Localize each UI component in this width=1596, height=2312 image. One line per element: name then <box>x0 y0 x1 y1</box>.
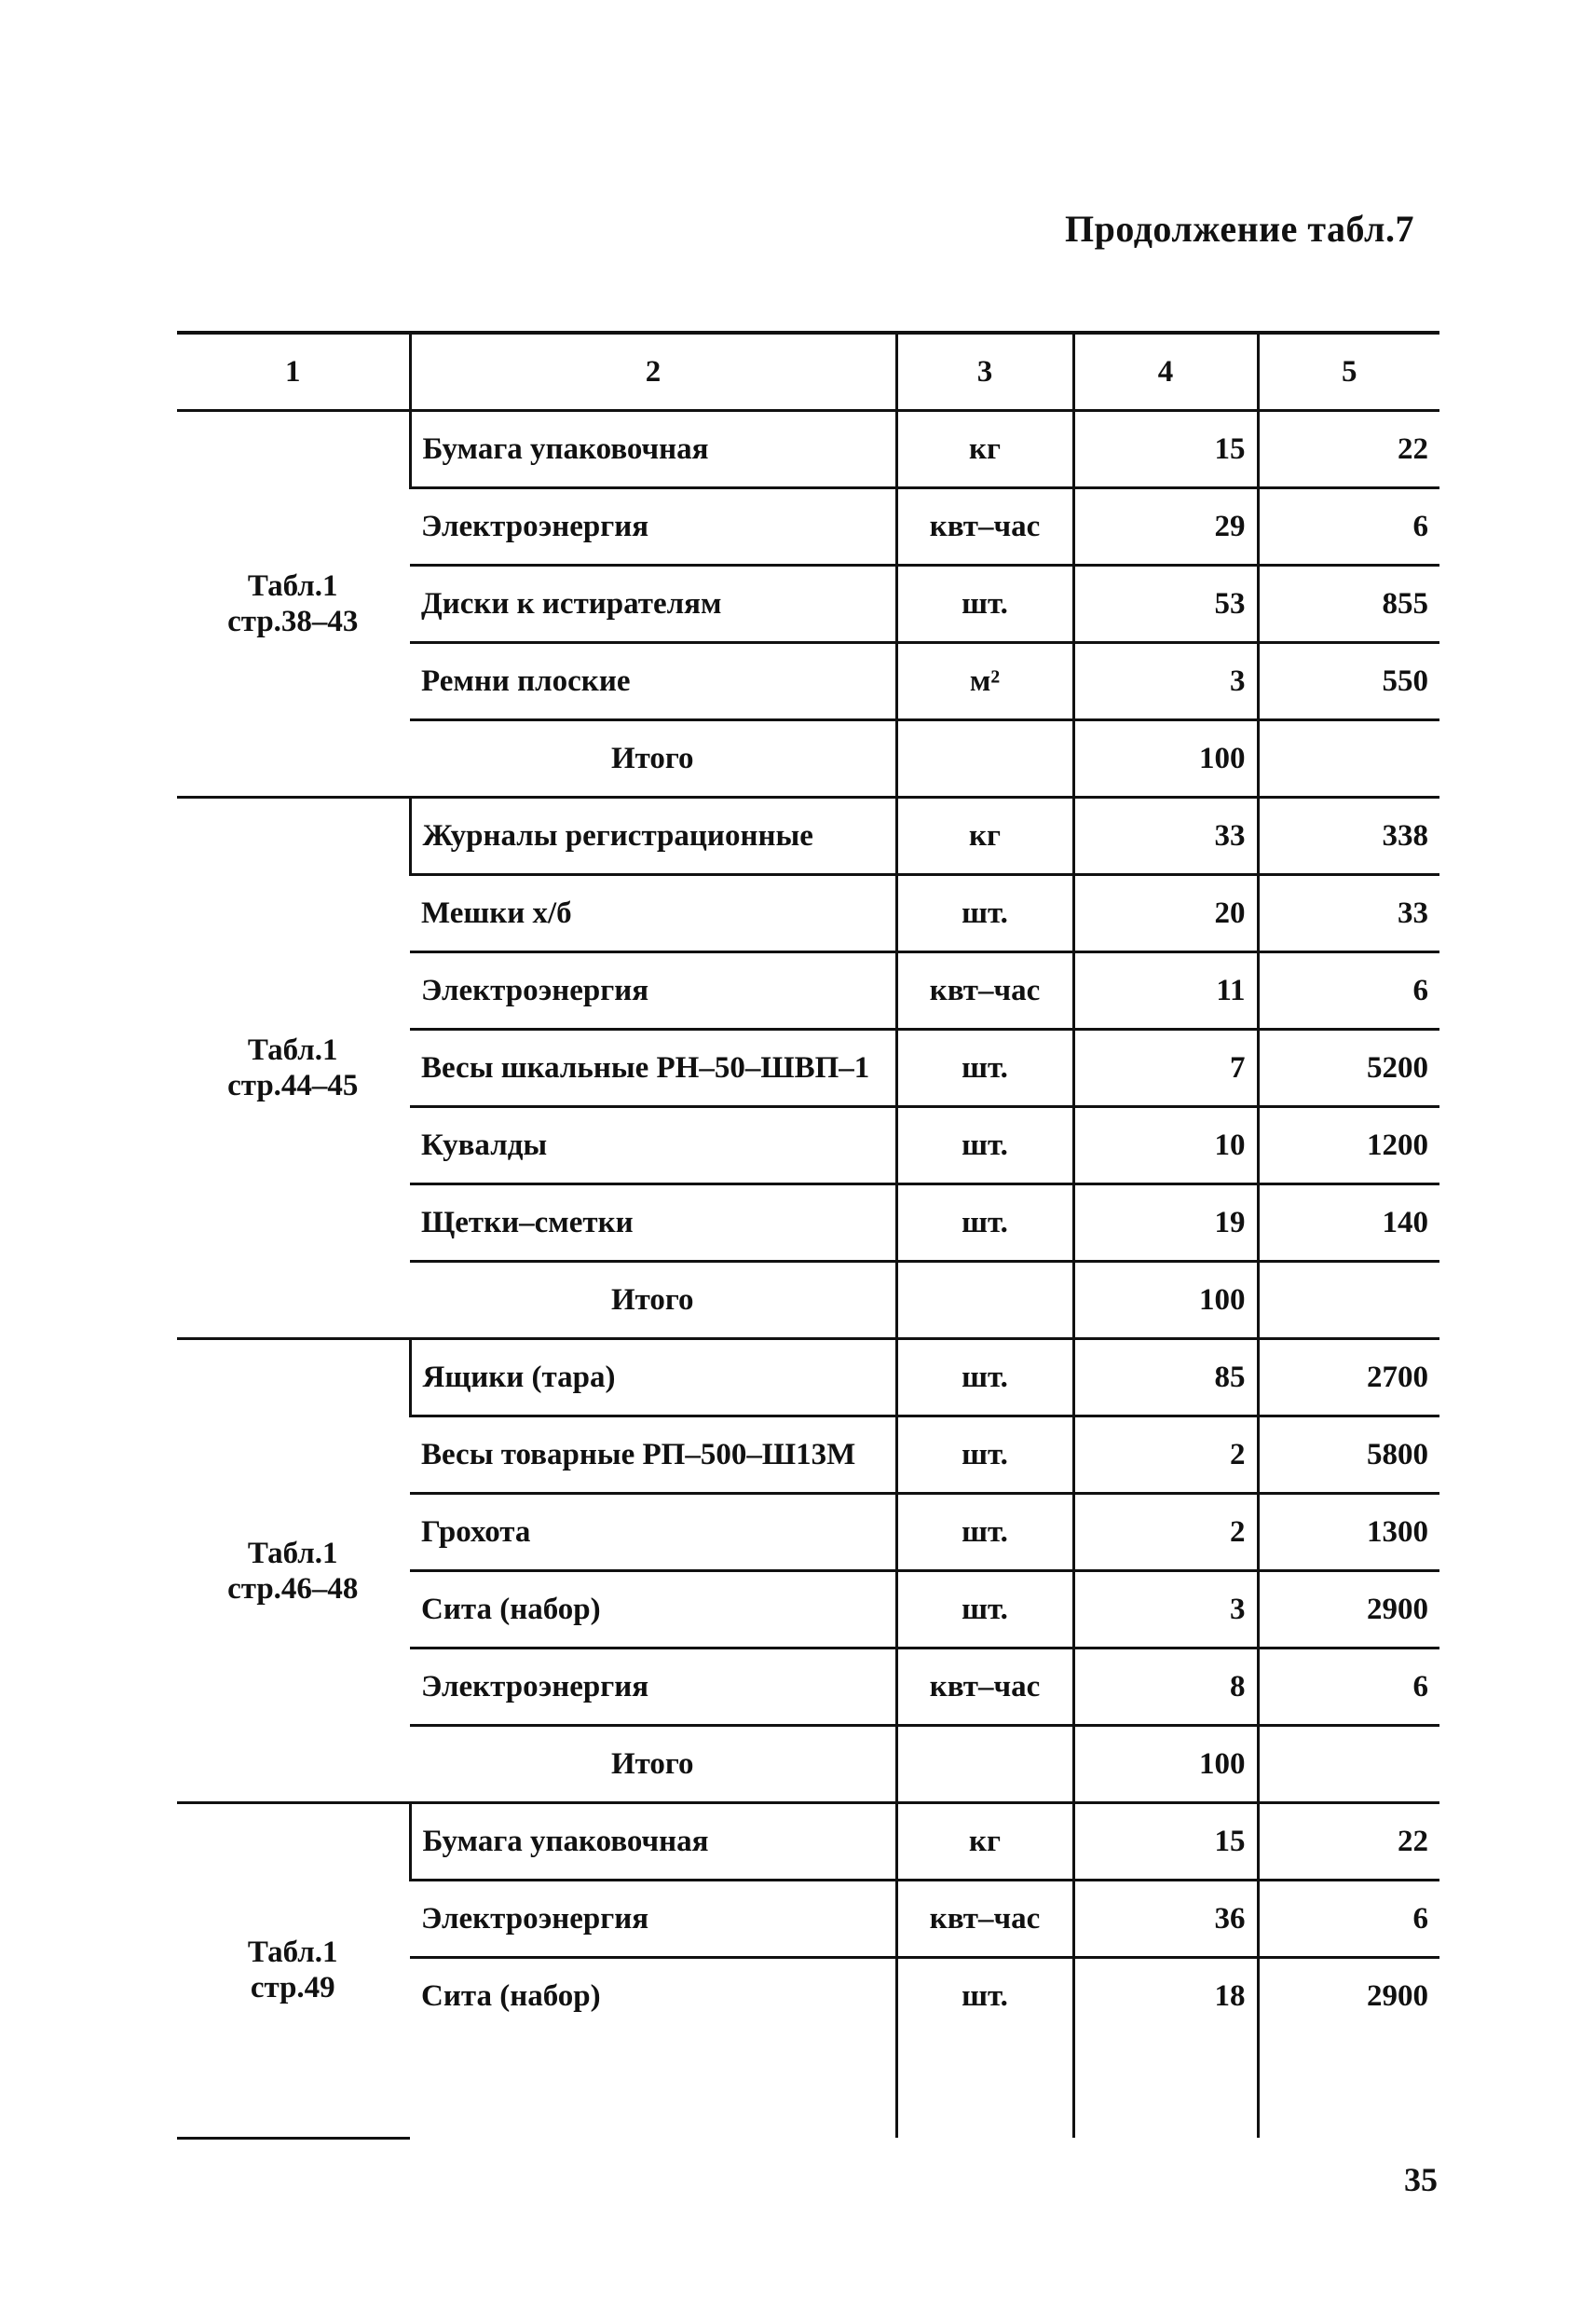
item-share: 15 <box>1073 1803 1258 1881</box>
item-unit: шт. <box>896 1030 1073 1107</box>
total-unit <box>896 1726 1073 1803</box>
item-price: 6 <box>1258 952 1439 1030</box>
item-name: Грохота <box>410 1494 896 1571</box>
item-price: 5200 <box>1258 1030 1439 1107</box>
item-share: 15 <box>1073 411 1258 488</box>
item-share: 2 <box>1073 1416 1258 1494</box>
header-row <box>177 333 1439 411</box>
item-name: Весы товарные РП–500–Ш13М <box>410 1416 896 1494</box>
item-unit: шт. <box>896 1958 1073 2139</box>
header-col-5: 5 <box>1258 333 1439 411</box>
header-col-3: 3 <box>896 333 1073 411</box>
item-unit: шт. <box>896 1571 1073 1648</box>
item-price: 33 <box>1258 875 1439 952</box>
source-reference <box>177 1803 410 2139</box>
item-name: Щетки–сметки <box>410 1184 896 1262</box>
item-share: 7 <box>1073 1030 1258 1107</box>
header-col-4: 4 <box>1073 333 1258 411</box>
source-line: Табл.1 <box>247 1936 338 1970</box>
total-share: 100 <box>1073 1262 1258 1339</box>
item-price: 550 <box>1258 643 1439 720</box>
item-name: Электроэнергия <box>410 1648 896 1726</box>
item-share: 33 <box>1073 798 1258 875</box>
item-unit: кг <box>896 1803 1073 1881</box>
item-unit: квт–час <box>896 1881 1073 1958</box>
table-row <box>177 798 1439 875</box>
total-label: Итого <box>410 1262 896 1339</box>
total-share: 100 <box>1073 1726 1258 1803</box>
item-share: 2 <box>1073 1494 1258 1571</box>
item-unit: кг <box>896 798 1073 875</box>
source-reference <box>177 798 410 1339</box>
item-name: Кувалды <box>410 1107 896 1184</box>
item-price: 6 <box>1258 1881 1439 1958</box>
item-name: Журналы регистрационные <box>410 798 896 875</box>
item-name: Бумага упаковочная <box>410 411 896 488</box>
item-name: Электроэнергия <box>410 952 896 1030</box>
item-unit: кг <box>896 411 1073 488</box>
item-share: 3 <box>1073 1571 1258 1648</box>
item-price: 1300 <box>1258 1494 1439 1571</box>
item-unit: квт–час <box>896 488 1073 566</box>
item-unit: шт. <box>896 1416 1073 1494</box>
source-line: Табл.1 <box>247 1033 338 1067</box>
source-line: стр.49 <box>250 1971 335 2005</box>
table-body <box>177 411 1439 2139</box>
item-unit: шт. <box>896 875 1073 952</box>
item-price: 22 <box>1258 1803 1439 1881</box>
item-unit: шт. <box>896 1107 1073 1184</box>
item-price: 5800 <box>1258 1416 1439 1494</box>
item-share: 18 <box>1073 1958 1258 2139</box>
source-line: Табл.1 <box>247 569 338 603</box>
total-share: 100 <box>1073 720 1258 798</box>
item-share: 8 <box>1073 1648 1258 1726</box>
source-line: Табл.1 <box>247 1536 338 1570</box>
table-row <box>177 411 1439 488</box>
item-name: Бумага упаковочная <box>410 1803 896 1881</box>
item-unit: шт. <box>896 1339 1073 1416</box>
item-share: 3 <box>1073 643 1258 720</box>
item-unit: шт. <box>896 1184 1073 1262</box>
item-name: Диски к истирателям <box>410 566 896 643</box>
item-name: Мешки х/б <box>410 875 896 952</box>
item-price: 140 <box>1258 1184 1439 1262</box>
item-price: 855 <box>1258 566 1439 643</box>
item-share: 10 <box>1073 1107 1258 1184</box>
item-price: 338 <box>1258 798 1439 875</box>
source-reference <box>177 1339 410 1803</box>
item-share: 85 <box>1073 1339 1258 1416</box>
item-price: 6 <box>1258 488 1439 566</box>
item-price: 2900 <box>1258 1571 1439 1648</box>
table-caption: Продолжение табл.7 <box>1064 208 1414 250</box>
item-name: Ремни плоские <box>410 643 896 720</box>
header-col-1: 1 <box>177 333 410 411</box>
source-line: стр.38–43 <box>227 605 359 638</box>
item-unit: квт–час <box>896 1648 1073 1726</box>
item-name: Электроэнергия <box>410 1881 896 1958</box>
item-share: 29 <box>1073 488 1258 566</box>
total-unit <box>896 720 1073 798</box>
item-unit: шт. <box>896 566 1073 643</box>
item-name: Сита (набор) <box>410 1571 896 1648</box>
item-name: Ящики (тара) <box>410 1339 896 1416</box>
materials-table <box>177 331 1439 2140</box>
total-price <box>1258 1262 1439 1339</box>
total-price <box>1258 720 1439 798</box>
total-unit <box>896 1262 1073 1339</box>
item-name: Электроэнергия <box>410 488 896 566</box>
table-header <box>177 333 1439 411</box>
total-label: Итого <box>410 1726 896 1803</box>
item-price: 22 <box>1258 411 1439 488</box>
item-price: 6 <box>1258 1648 1439 1726</box>
item-share: 20 <box>1073 875 1258 952</box>
item-price: 1200 <box>1258 1107 1439 1184</box>
source-line: стр.46–48 <box>227 1571 359 1606</box>
item-share: 53 <box>1073 566 1258 643</box>
source-reference <box>177 411 410 798</box>
page-number: 35 <box>1404 2161 1438 2198</box>
total-price <box>1258 1726 1439 1803</box>
item-unit: квт–час <box>896 952 1073 1030</box>
item-name: Весы шкальные РН–50–ШВП–1 <box>410 1030 896 1107</box>
item-price: 2900 <box>1258 1958 1439 2139</box>
header-col-2: 2 <box>410 333 896 411</box>
source-line: стр.44–45 <box>227 1069 359 1102</box>
table-row <box>177 1803 1439 1881</box>
table-row <box>177 1339 1439 1416</box>
item-name: Сита (набор) <box>410 1958 896 2139</box>
item-share: 11 <box>1073 952 1258 1030</box>
item-share: 36 <box>1073 1881 1258 1958</box>
item-price: 2700 <box>1258 1339 1439 1416</box>
total-label: Итого <box>410 720 896 798</box>
item-unit: шт. <box>896 1494 1073 1571</box>
item-share: 19 <box>1073 1184 1258 1262</box>
item-unit: м² <box>896 643 1073 720</box>
